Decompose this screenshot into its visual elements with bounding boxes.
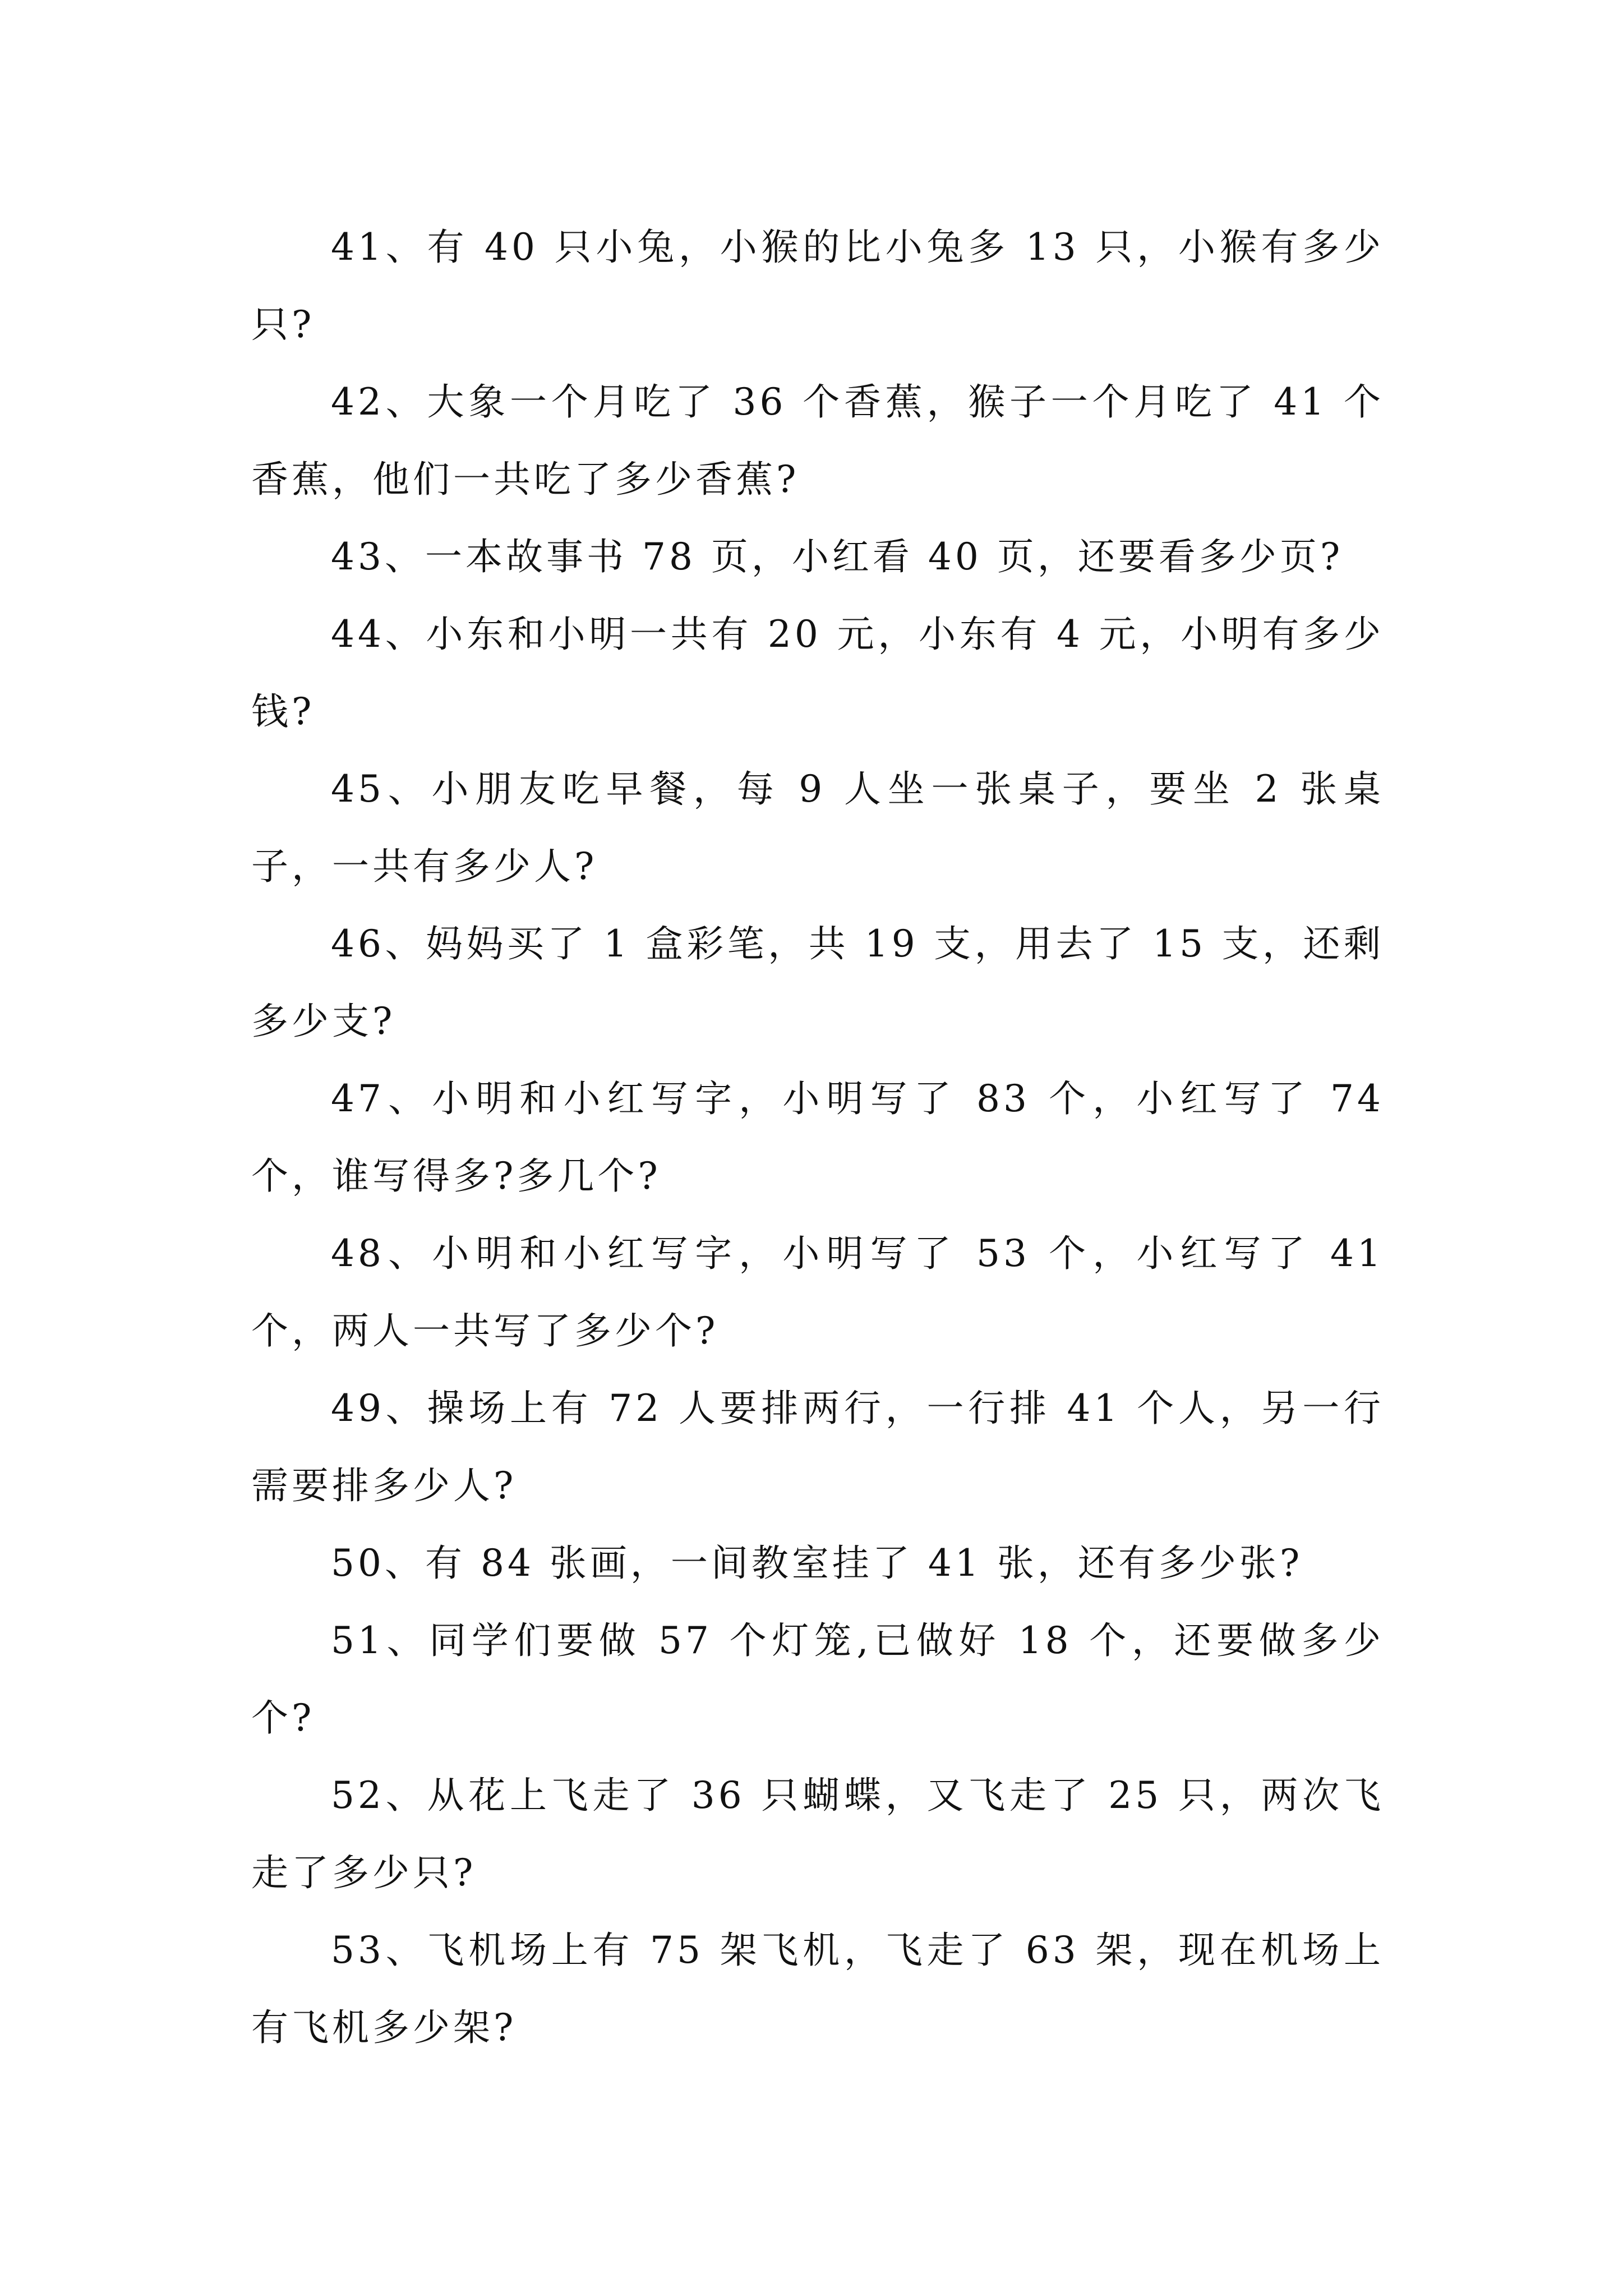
problem-48: 48、小明和小红写字，小明写了 53 个，小红写了 41 个，两人一共写了多少个? [251, 1232, 1384, 1352]
problem-46: 46、妈妈买了 1 盒彩笔，共 19 支，用去了 15 支，还剩多少支? [251, 922, 1384, 1043]
problem-43: 43、一本故事书 78 页，小红看 40 页，还要看多少页? [331, 535, 1344, 578]
problem-51: 51、同学们要做 57 个灯笼,已做好 18 个，还要做多少个? [251, 1619, 1384, 1740]
problem-list [251, 209, 1384, 2067]
problem-42: 42、大象一个月吃了 36 个香蕉，猴子一个月吃了 41 个香蕉，他们一共吃了多少香蕉? [251, 380, 1384, 501]
problem-41: 41、有 40 只小兔，小猴的比小兔多 13 只，小猴有多少只? [251, 226, 1384, 346]
problem-47: 47、小明和小红写字，小明写了 83 个，小红写了 74 个，谁写得多?多几个? [251, 1077, 1384, 1198]
problem-49: 49、操场上有 72 人要排两行，一行排 41 个人，另一行需要排多少人? [251, 1387, 1384, 1507]
problem-53: 53、飞机场上有 75 架飞机，飞走了 63 架，现在机场上有飞机多少架? [251, 1929, 1384, 2049]
problem-45: 45、小朋友吃早餐，每 9 人坐一张桌子，要坐 2 张桌子，一共有多少人? [251, 767, 1384, 888]
problem-50: 50、有 84 张画，一间教室挂了 41 张，还有多少张? [331, 1542, 1303, 1585]
problem-44: 44、小东和小明一共有 20 元，小东有 4 元，小明有多少钱? [251, 613, 1384, 733]
problem-52: 52、从花上飞走了 36 只蝴蝶，又飞走了 25 只，两次飞走了多少只? [251, 1774, 1384, 1894]
